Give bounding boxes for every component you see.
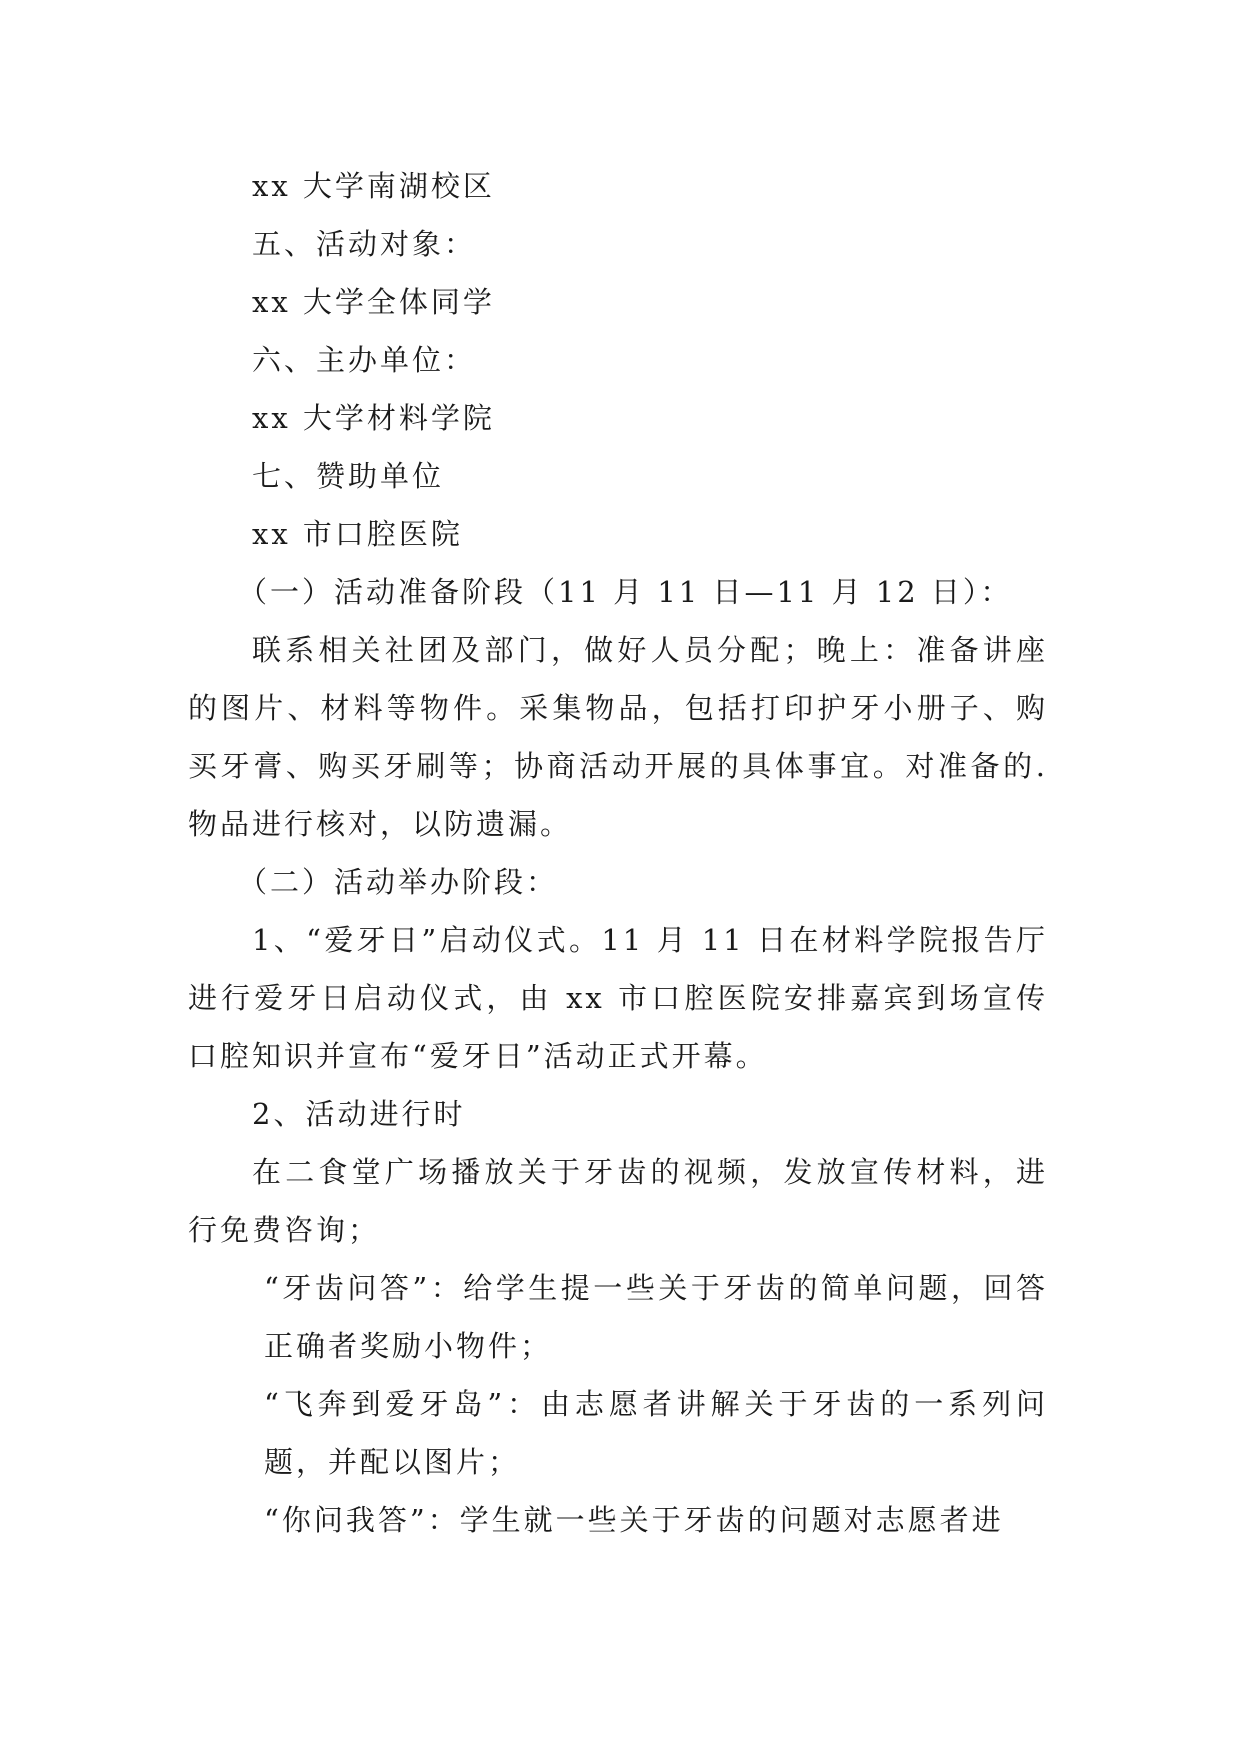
qa-text: “牙齿问答”：给学生提一些关于牙齿的简单问题，回答正确者奖励小物件；	[264, 1271, 1048, 1363]
section-heading-audience: 五、活动对象：	[252, 227, 477, 261]
audience-text: xx 大学全体同学	[252, 285, 495, 319]
sponsor-text: xx 市口腔医院	[252, 517, 463, 551]
stage2-heading: （二）活动举办阶段：	[238, 865, 559, 899]
youask-paragraph	[188, 1491, 1048, 1549]
section-heading-organizer: 六、主办单位：	[252, 343, 477, 377]
item2-heading: 2、活动进行时	[252, 1097, 466, 1131]
section-heading-sponsor: 七、赞助单位	[252, 459, 445, 493]
document-body	[188, 157, 1048, 1549]
stage1-heading: （一）活动准备阶段（11 月 11 日—11 月 12 日）：	[238, 575, 1013, 609]
organizer-text: xx 大学材料学院	[252, 401, 495, 435]
item1-paragraph: 1、“爱牙日”启动仪式。11 月 11 日在材料学院报告厅进行爱牙日启动仪式，由 xx 市口腔医院安排嘉宾到场宣传口腔知识并宣布“爱牙日”活动正式开幕。	[188, 923, 1048, 1073]
island-text: “飞奔到爱牙岛”：由志愿者讲解关于牙齿的一系列问题，并配以图片；	[264, 1387, 1048, 1479]
venue-text: xx 大学南湖校区	[252, 169, 495, 203]
item2-paragraph: 在二食堂广场播放关于牙齿的视频，发放宣传材料，进行免费咨询；	[188, 1155, 1048, 1247]
stage1-paragraph: 联系相关社团及部门，做好人员分配；晚上：准备讲座的图片、材料等物件。采集物品，包括打印护牙小册子、购买牙膏、购买牙刷等；协商活动开展的具体事宜。对准备的.物品进行核对，以防遗漏。	[188, 633, 1048, 841]
youask-text: “你问我答”：学生就一些关于牙齿的问题对志愿者进	[264, 1503, 1004, 1537]
qa-paragraph	[188, 1259, 1048, 1375]
island-paragraph	[188, 1375, 1048, 1491]
